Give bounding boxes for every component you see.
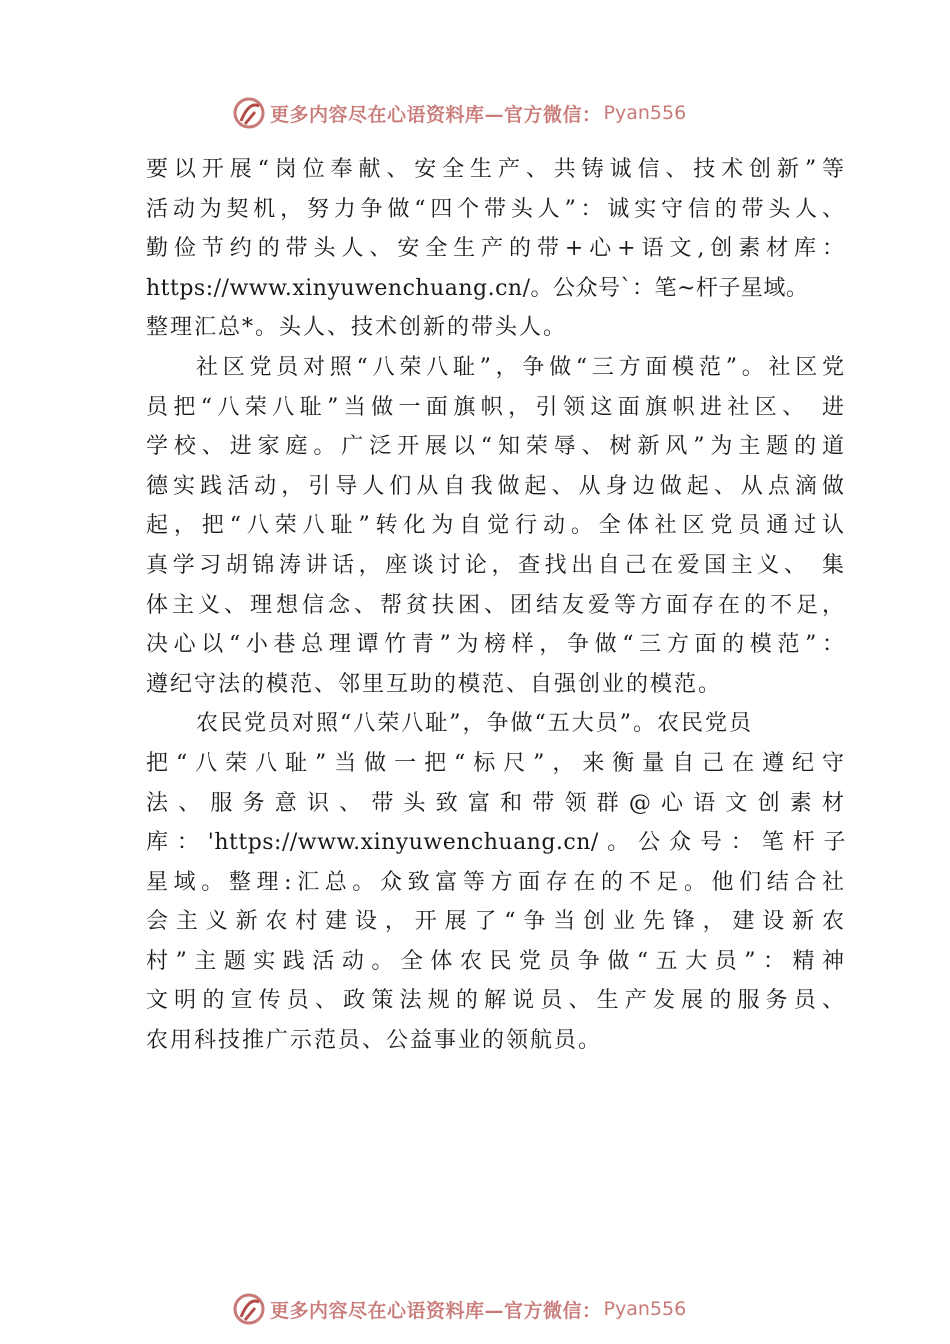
text-line: 活动为契机，努力争做“四个带头人”：诚实守信的带头人、 [146, 196, 846, 222]
text-line: 遵纪守法的模范、邻里互助的模范、自强创业的模范。 [146, 671, 723, 697]
header-wechat-id: Pyan556 [603, 102, 687, 124]
text-line: 会主义新农村建设，开展了“争当创业先锋，建设新农 [146, 909, 846, 935]
text-line: https://www.xinyuwenchuang.cn/。公众号`：笔~杆子星域。 [146, 275, 809, 301]
text-line: 农用科技推广示范员、公益事业的领航员。 [146, 1028, 603, 1054]
text-line: 星域。整理:汇总。众致富等方面存在的不足。他们结合社 [146, 869, 846, 895]
text-line: 要以开展“岗位奉献、安全生产、共铸诚信、技术创新”等 [146, 157, 846, 182]
footer-wechat-id: Pyan556 [603, 1298, 687, 1320]
text-line: 库：'https://www.xinyuwenchuang.cn/。公众号：笔杆子 [146, 830, 846, 856]
text-line: 学校、进家庭。广泛开展以“知荣辱、树新风”为主题的道 [146, 434, 846, 460]
text-line: 法、服务意识、带头致富和带领群@心语文创素材 [146, 790, 846, 816]
paragraph-start-line: 社区党员对照“八荣八耻”，争做“三方面模范”。社区党 [196, 354, 846, 380]
text-line: 真学习胡锦涛讲话，座谈讨论，查找出自己在爱国主义、 集 [146, 552, 846, 578]
text-line: 决心以“小巷总理谭竹青”为榜样，争做“三方面的模范”： [146, 632, 846, 658]
text-line: 德实践活动，引导人们从自我做起、从身边做起、从点滴做 [146, 473, 846, 499]
text-line: 把“八荣八耻”当做一把“标尺”，来衡量自己在遵纪守 [146, 750, 846, 776]
pen-swirl-logo-icon [232, 96, 266, 130]
text-line: 起，把“八荣八耻”转化为自觉行动。全体社区党员通过认 [146, 513, 846, 539]
header-banner [232, 96, 686, 130]
text-line: 员把“八荣八耻”当做一面旗帜，引领这面旗帜进社区、 进 [146, 394, 846, 420]
text-line: 村”主题实践活动。全体农民党员争做“五大员”：精神 [146, 948, 846, 974]
header-text: 更多内容尽在心语资料库—官方微信： [270, 103, 602, 126]
text-line: 文明的宣传员、政策法规的解说员、生产发展的服务员、 [146, 988, 846, 1014]
pen-swirl-logo-icon [232, 1292, 266, 1326]
footer-banner [232, 1292, 686, 1326]
footer-text: 更多内容尽在心语资料库—官方微信： [270, 1299, 602, 1322]
text-line: 勤俭节约的带头人、安全生产的带+心+语文,创素材库： [146, 236, 846, 262]
document-body [146, 150, 846, 1061]
text-line: 整理汇总*。头人、技术创新的带头人。 [146, 315, 568, 341]
text-line: 体主义、理想信念、帮贫扶困、团结友爱等方面存在的不足， [146, 592, 846, 618]
paragraph-start-line: 农民党员对照“八荣八耻”，争做“五大员”。农民党员 [196, 711, 753, 737]
